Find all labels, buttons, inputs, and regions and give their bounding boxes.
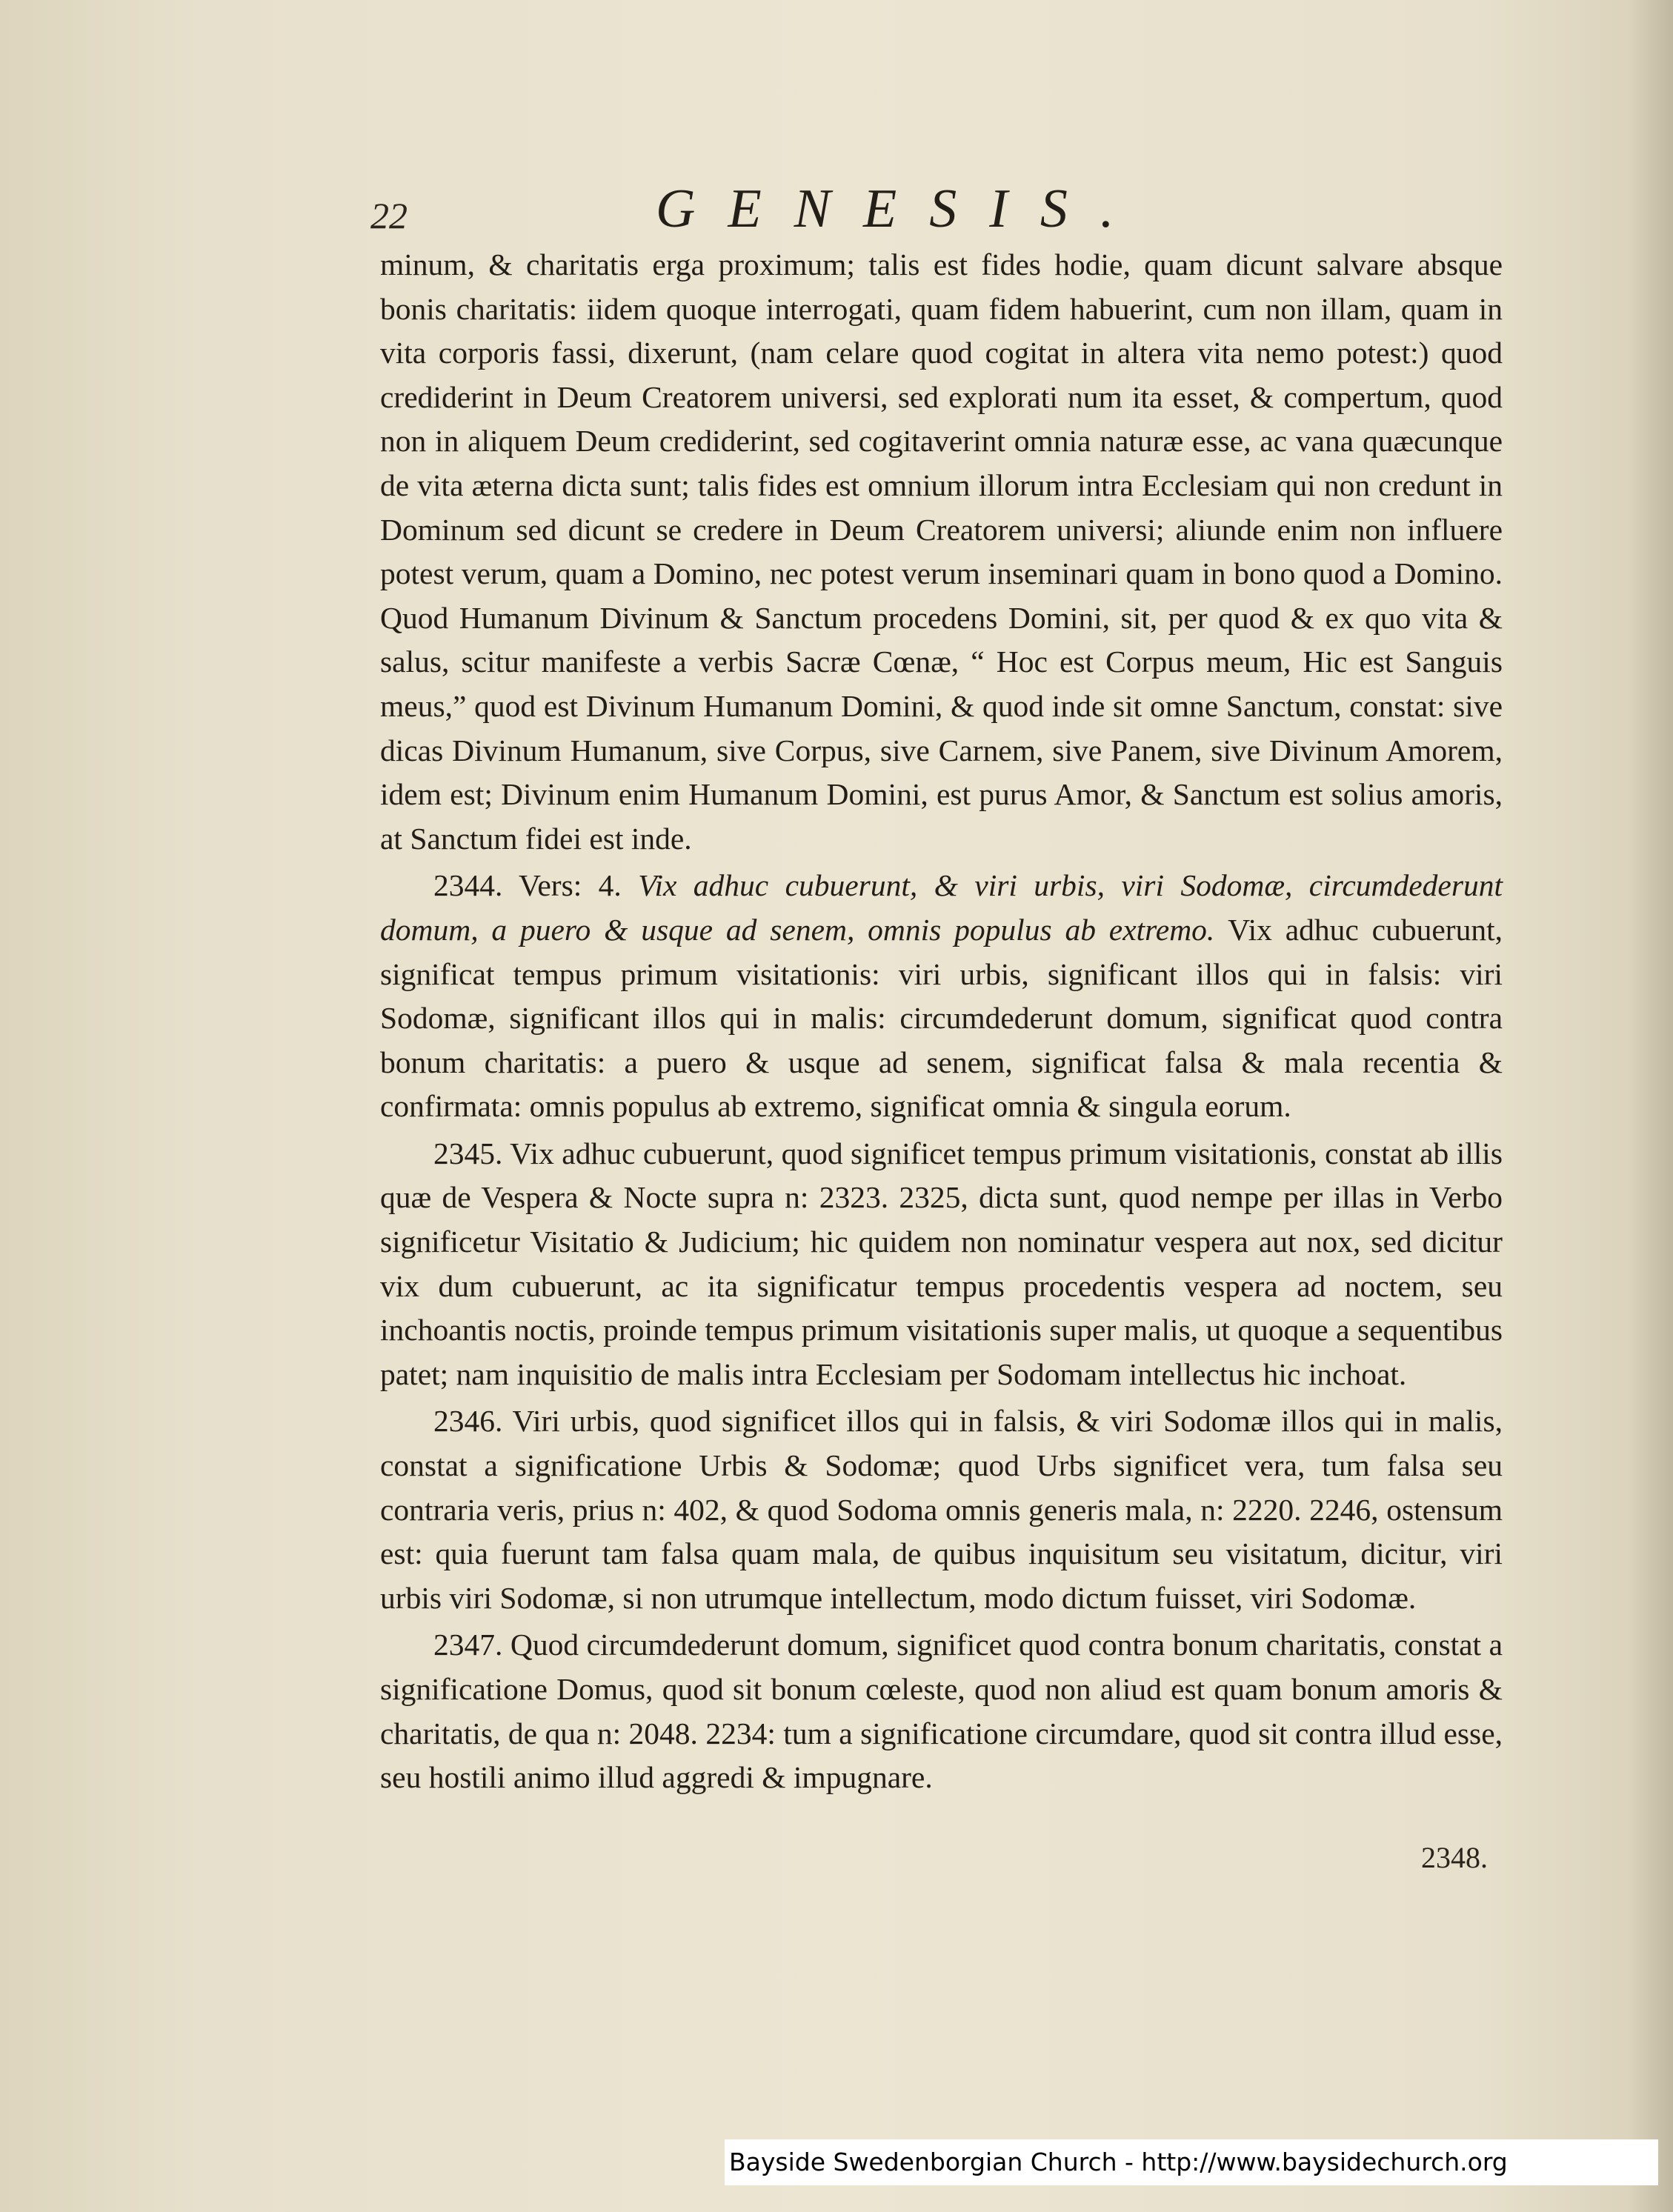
- paragraph-2345: [380, 1132, 1503, 1397]
- watermark-footer: Bayside Swedenborgian Church - http://www.baysidechurch.org: [725, 2139, 1658, 2185]
- page-header: [370, 178, 1200, 244]
- paragraph-text: Viri urbis, quod significet illos qui in falsis, & viri Sodomæ illos qui in malis, constat a significatione Urbis & Sodomæ; quod Urbs significet vera, tum falsa seu contraria veris, prius n: 402, & quod Sodoma omnis generis mala, n: 2220. 2246, ostensum est: quia fuerunt tam falsa quam mala, de quibus inquisitum seu visitatum, dicitur, viri urbis viri Sodomæ, si non utrumque intellectum, modo dictum fuisset, viri Sodomæ.: [380, 1404, 1503, 1615]
- paragraph-text: Vix adhuc cubuerunt, significat tempus primum visitationis: viri urbis, significant illos qui in falsis: viri Sodomæ, significant illos qui in malis: circumdederunt domum, significat quod contra bonum charitatis: a puero & usque ad senem, significat falsa & mala recentia & confirmata: omnis populus ab extremo, significat omnia & singula eorum.: [380, 912, 1503, 1124]
- page-number: 22: [370, 195, 408, 236]
- paragraph-text: Vix adhuc cubuerunt, quod significet tempus primum visitationis, constat ab illis quæ de Vespera & Nocte supra n: 2323. 2325, dicta sunt, quod nempe per illas in Verbo significetur Visitatio & Judicium; hic quidem non nominatur vespera aut nox, sed dicitur vix dum cubuerunt, ac ita significatur tempus procedentis vespera ad noctem, seu inchoantis noctis, proinde tempus primum visitationis super malis, ut quoque a sequentibus patet; nam inquisitio de malis intra Ecclesiam per Sodomam intellectus hic inchoat.: [380, 1136, 1503, 1391]
- paragraph-text: Quod circumdederunt domum, significet quod contra bonum charitatis, constat a significatione Domus, quod sit bonum cœleste, quod non aliud est quam bonum amoris & charitatis, de qua n: 2048. 2234: tum a significatione circumdare, quod sit contra illud esse, seu hostili animo illud aggredi & impugnare.: [380, 1628, 1503, 1795]
- paragraph-number: 2347.: [433, 1628, 510, 1662]
- paragraph-2347: [380, 1623, 1503, 1799]
- paragraph-number: 2345.: [433, 1136, 510, 1170]
- paragraph-2346: [380, 1399, 1503, 1620]
- paragraph-2344: [380, 864, 1503, 1129]
- paragraph-text: minum, & charitatis erga proximum; talis est fides hodie, quam dicunt salvare absque bonis charitatis: iidem quoque interrogati, quam fidem habuerint, cum non illam, quam in vita corporis fassi, dixerunt, (nam celare quod cogitat in altera vita nemo potest:) quod crediderint in Deum Creatorem universi, sed explorati num ita esset, & compertum, quod non in aliquem Deum crediderint, sed cogitaverint omnia naturæ esse, ac vana quæcunque de vita æterna dicta sunt; talis fides est omnium illorum intra Ecclesiam qui non credunt in Dominum sed dicunt se credere in Deum Creatorem universi; aliunde enim non influere potest verum, quam a Domino, nec potest verum inseminari quam in bono quod a Domino. Quod Humanum Divinum & Sanctum procedens Domini, sit, per quod & ex quo vita & salus, scitur manifeste a verbis Sacræ Cœnæ, “ Hoc est Corpus meum, Hic est Sanguis meus,” quod est Divinum Humanum Domini, & quod inde sit omne Sanctum, constat: sive dicas Divinum Humanum, sive Corpus, sive Carnem, sive Panem, sive Divinum Amorem, idem est; Divinum enim Humanum Domini, est purus Amor, & Sanctum est solius amoris, at Sanctum fidei est inde.: [380, 247, 1503, 856]
- scripture-quote: Vix adhuc cubuerunt, & viri urbis, viri Sodomæ, circumdederunt domum, a puero & usque ad senem, omnis populus ab extremo.: [380, 868, 1503, 947]
- paragraph-number: 2344. Vers: 4.: [433, 868, 639, 903]
- paragraph-number: 2346.: [433, 1404, 513, 1439]
- page-edge-shadow: [1629, 0, 1673, 2212]
- running-title: GENESIS.: [656, 179, 1147, 239]
- catchword: 2348.: [1421, 1841, 1488, 1874]
- paragraph-continuation: [380, 243, 1503, 861]
- body-text: [380, 243, 1503, 1803]
